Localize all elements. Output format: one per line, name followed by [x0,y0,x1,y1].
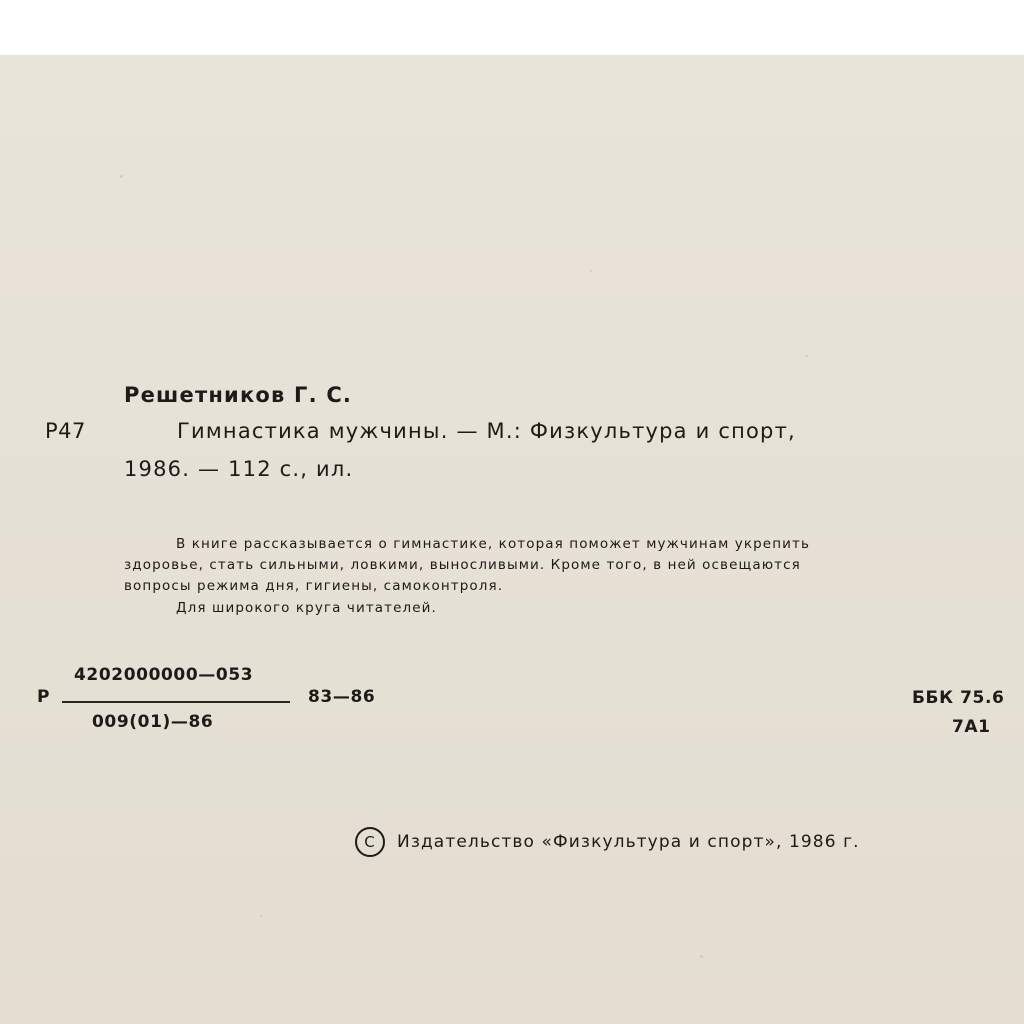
catalog-code: Р47 [45,419,86,443]
book-title-line-2: 1986. — 112 с., ил. [124,457,354,481]
annotation-line-1: В книге рассказывается о гимнастике, которая поможет мужчинам укрепить [176,536,811,552]
copyright-line [355,827,860,857]
fraction-rule [62,701,290,703]
index-numerator: 4202000000—053 [74,665,254,685]
index-denominator: 009(01)—86 [92,712,214,732]
copyright-icon: C [355,827,385,857]
paper-speck [260,915,262,917]
index-letter: Р [37,687,51,707]
paper-speck [120,175,123,178]
paper-speck [805,355,808,357]
paper-speck [700,955,703,958]
annotation-line-2: здоровье, стать сильными, ловкими, выносливыми. Кроме того, в ней освещаются [124,557,801,573]
index-range: 83—86 [308,687,376,707]
annotation-line-4: Для широкого круга читателей. [176,600,437,616]
bbk-code: ББК 75.6 [912,688,1005,708]
book-title-line-1: Гимнастика мужчины. — М.: Физкультура и спорт, [177,419,796,443]
author-name: Решетников Г. С. [124,383,353,407]
copyright-text: Издательство «Физкультура и спорт», 1986 г. [397,832,860,852]
bbk-subcode: 7А1 [952,717,991,737]
annotation-line-3: вопросы режима дня, гигиены, самоконтроля. [124,578,504,594]
paper-speck [590,270,592,272]
catalog-page [0,55,1024,1024]
